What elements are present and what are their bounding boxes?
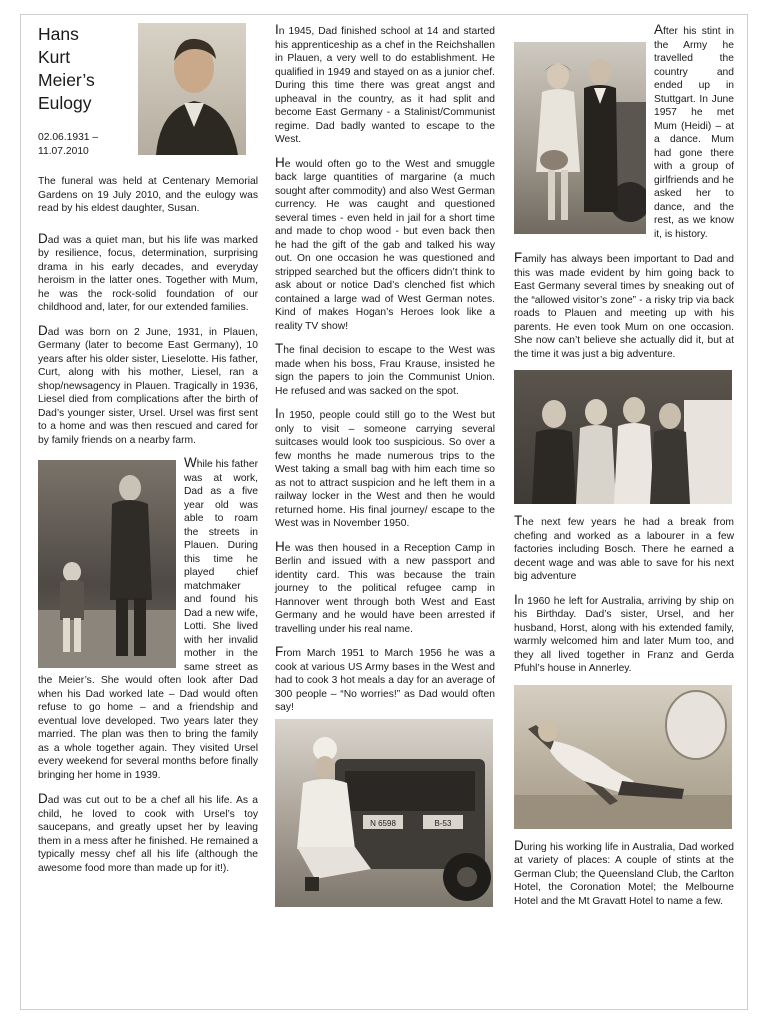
father-child-photo [38,460,176,668]
eulogy-page [20,14,748,1010]
life-dates: 02.06.1931 – 11.07.2010 [38,132,99,157]
paragraph-us-army: From March 1951 to March 1956 he was a cook at various US Army bases in the West and had to cook 3 hot meals a day for an average of 300 people – “No worries!” as Dad would often say! [275,644,495,713]
paragraph-smuggle: He would often go to the West and smuggle back large quantities of margarine (a much sought after commodity) and also West German currency. He was caught and questioned several times - even held in jail for a short time and made to chop wood - but even back then he had the gift of the gab and talked his way out. On one occasion he was questioned and stripped searched but the officers didn’t think to ask about or notice Dad’s clenched fist which contained a large wad of West German notes. Kind of makes Hogan’s Heroes look like a reality TV show! [275,154,495,332]
paragraph-funeral: The funeral was held at Centenary Memorial Gardens on 19 July 2010, and the eulogy was read by his eldest daughter, Susan. [38,176,258,214]
paragraph-1950: In 1950, people could still go to the West but only to visit – someone carrying several suitcases would look too suspicious. So over a few months he made numerous trips to the West taking a small bag with him each time so as not to attract suspicion and he left them in a railway locker in the West and then he would returned home. His final journey/ escape to the West was in November 1950. [275,406,495,529]
father-child-figures [38,460,176,668]
column-2 [275,23,495,907]
chef-jeep-photo [275,719,493,907]
paragraph-chef-life: Dad was cut out to be a chef all his life. As a child, he loved to cook with Ursel’s toy saucepans, and greatly upset her by leaving them in a mess after he finished. He remained a typically messy chef all his life (although the awesome food more than made up for it!). [38,791,258,874]
portrait-photo [138,23,246,155]
paragraph-family: Family has always been important to Dad and this was made evident by him going back to East Germany several times by sneaking out of the “allowed visitor’s zone” - a risky trip via back roads to Plauen and meeting up with his parents. He even took Mum on one occasion. She now can’t believe she actually did it, but at the time it was just a big adventure. [514,250,734,360]
paragraph-1945: In 1945, Dad finished school at 14 and started his apprenticeship as a chef in the Reichshallen in Plauen, a very well to do establishment. He qualified in 1949 and stayed on as a junior chef. During this time there was great angst and upheaval in the country, as it had split and become East Germany - a Stalinist/Communist regime. Dad badly wanted to escape to the West. [275,22,495,145]
title-block [38,23,258,155]
column-3 [514,23,734,917]
paragraph-australia: In 1960 he left for Australia, arriving by ship on his Birthday. Dad’s sister, Ursel, and her husband, Horst, along with his extended family, warmly welcomed him and later Mum too, and they all lived together in Franz and Gerda Pfuhl’s house in Annerley. [514,591,734,674]
paragraph-reception-camp: He was then housed in a Reception Camp in Berlin and issued with a new passport and identity card. This was because the train journey to the political refugee camp in Hannover went through both West and East Germany and he would have been arrested if travelling under his real name. [275,538,495,635]
title-line: Meier’s [38,70,95,90]
deckchair-photo [514,685,732,829]
portrait-figure [138,23,246,155]
family-group-photo [514,370,732,504]
deckchair-figure [514,685,732,829]
paragraph-while-father: While his father was at work, Dad as a five year old was able to roam the streets in Plauen. During this time he played chief matchmaker and found his Dad a new wife, Lotti. She lived with her invalid mother in the same street as the Meier’s. She would often look after Dad when his Dad worked late – Dad would often refuse to go home – and a friendship and eventual love developed. Two years later they married. The plan was then to bring the family as a whole together again. They visited Ursel every weekend for several months before finally bringing her home in 1939. [38,455,258,781]
paragraph-after-army: After his stint in the Army he travelled the country and ended up in Stuttgart. In June 1957 he met Mum (Heidi) – at a dance. Mum had gone there with a group of girlfriends and he asked her to dance, and the rest, as we know it, is history. [654,22,734,240]
paragraph-born: Dad was born on 2 June, 1931, in Plauen, Germany (later to become East Germany), 10 years after his older sister, Lieselotte. His father, Curt, along with his mother, Liesel, ran a shop/newsagency in Plauen. Tragically in 1936, Liesel died from complications after the birth of Dad’s younger sister, Ursel. Ursel was first sent to a home and was then rescued and cared for by family friends on a nearby farm. [38,322,258,446]
family-group-figures [514,370,732,504]
couple-photo [514,42,646,234]
jeep-plate-left: N 6598 [370,818,396,828]
paragraph-final-decision: The final decision to escape to the West was made when his boss, Frau Krause, insisted he sign the papers to join the Communist Union. He refused and was sacked on the spot. [275,341,495,397]
title-line: Hans [38,24,79,44]
paragraph-working-life: During his working life in Australia, Dad worked at variety of places: A couple of stints at the German Club; the Queensland Club, the Carlton Hotel, the Coronation Motel; the Melbourne Hotel and the Mt Gravatt Hotel to name a few. [514,837,734,907]
jeep-plate-right: B-53 [434,818,452,828]
chef-jeep-figure [275,719,493,907]
eulogy-title [38,23,136,115]
couple-figures [514,42,646,234]
column-1 [38,23,258,884]
title-line: Eulogy [38,93,92,113]
paragraph-quiet-man: Dad was a quiet man, but his life was marked by resilience, focus, determination, surprising drama in his early decades, and everyday heroism in the latter ones. Together with Mum, he was the rock-solid foundation of our childhood and, later, for our extended families. [38,230,258,313]
paragraph-labourer: The next few years he had a break from chefing and worked as a labourer in a few factories including Bosch. There he earned a decent wage and was able to save for his next big adventure [514,513,734,582]
title-line: Kurt [38,47,71,67]
